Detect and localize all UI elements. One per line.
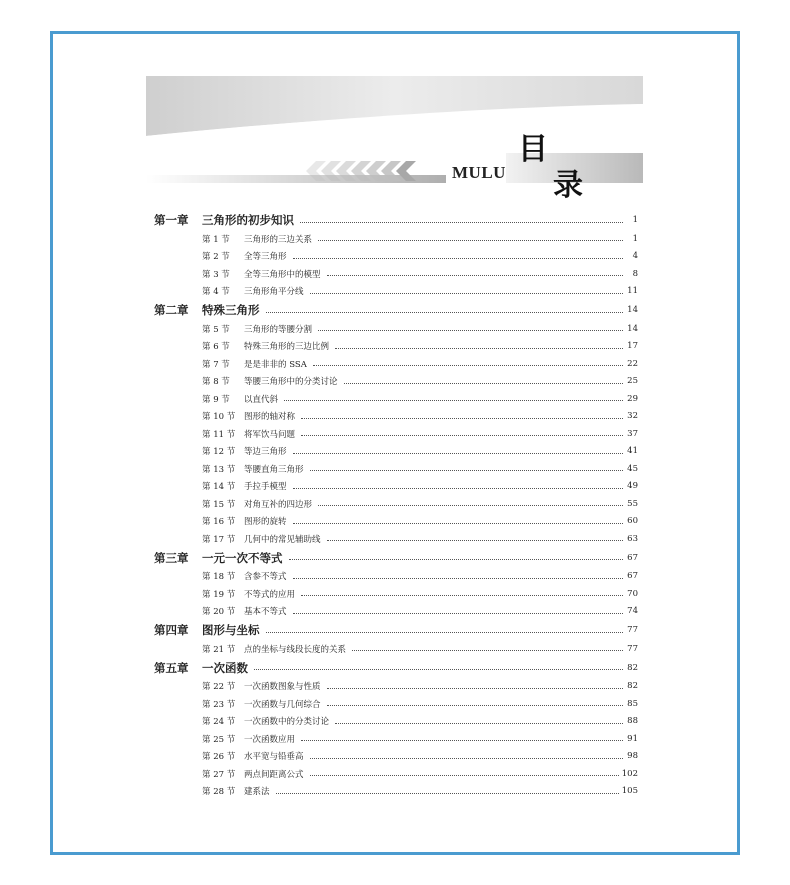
toc-page-number: 74	[627, 606, 638, 617]
toc-page-number: 85	[627, 698, 638, 709]
toc-page-number: 22	[627, 358, 638, 369]
toc-entry-label: 第 20 节	[202, 607, 236, 618]
toc-section-row[interactable]	[154, 713, 638, 731]
toc-entry-label: 第五章	[154, 660, 189, 675]
toc-page-number: 17	[627, 341, 638, 352]
toc-section-row[interactable]	[154, 408, 638, 426]
toc-section-row[interactable]	[154, 765, 638, 783]
toc-entry-title: 三角形的三边关系	[244, 234, 313, 245]
toc-entry-title: 建系法	[244, 787, 270, 798]
toc-leader-dots	[301, 595, 623, 596]
toc-page-number: 82	[627, 681, 638, 692]
toc-entry-title: 手拉手模型	[244, 482, 287, 493]
toc-entry-label: 第 24 节	[202, 717, 236, 728]
toc-leader-dots	[313, 365, 623, 366]
toc-leader-dots	[266, 632, 624, 633]
toc-entry-title: 是是非非的 SSA	[244, 359, 307, 370]
toc-entry-title: 几何中的常见辅助线	[244, 534, 321, 545]
toc-entry-label: 第 10 节	[202, 412, 236, 423]
toc-page-number: 1	[632, 233, 638, 244]
toc-entry-title: 三角形角平分线	[244, 287, 304, 298]
toc-entry-title: 图形的旋转	[244, 517, 287, 528]
page-subtitle: MULU	[452, 163, 506, 182]
toc-entry-label: 第 3 节	[202, 269, 230, 280]
toc-entry-label: 第四章	[154, 623, 189, 637]
toc-leader-dots	[335, 348, 623, 349]
toc-entry-title: 特殊三角形	[202, 303, 260, 317]
toc-section-row[interactable]	[154, 443, 638, 461]
toc-section-row[interactable]	[154, 248, 638, 266]
toc-leader-dots	[293, 258, 623, 259]
toc-entry-label: 第 26 节	[202, 752, 236, 763]
toc-leader-dots	[310, 470, 623, 471]
toc-section-row[interactable]	[154, 320, 638, 338]
toc-entry-label: 第 12 节	[202, 447, 236, 458]
toc-entry-label: 第二章	[154, 303, 189, 317]
toc-page-number: 67	[627, 571, 638, 582]
toc-entry-title: 等腰三角形中的分类讨论	[244, 377, 338, 388]
toc-entry-title: 将军饮马问题	[244, 429, 296, 440]
toc-entry-label: 第 21 节	[202, 644, 236, 655]
toc-leader-dots	[300, 222, 623, 223]
toc-section-row[interactable]	[154, 355, 638, 373]
toc-page-number: 77	[627, 625, 638, 635]
toc-entry-title: 一次函数图象与性质	[244, 682, 321, 693]
toc-section-row[interactable]	[154, 230, 638, 248]
toc-chapter-row[interactable]	[154, 620, 638, 640]
toc-entry-title: 三角形的等腰分割	[244, 324, 313, 335]
toc-section-row[interactable]	[154, 530, 638, 548]
toc-page-number: 67	[627, 552, 638, 563]
toc-chapter-row[interactable]	[154, 658, 638, 678]
toc-entry-label: 第 15 节	[202, 499, 236, 510]
toc-entry-label: 第 5 节	[202, 324, 230, 335]
toc-entry-title: 不等式的应用	[244, 589, 296, 600]
toc-leader-dots	[310, 758, 623, 759]
toc-leader-dots	[310, 775, 619, 776]
toc-entry-label: 第 18 节	[202, 572, 236, 583]
toc-entry-title: 一次函数应用	[244, 734, 296, 745]
toc-section-row[interactable]	[154, 748, 638, 766]
toc-leader-dots	[352, 650, 623, 651]
toc-leader-dots	[301, 740, 623, 741]
toc-entry-label: 第 22 节	[202, 682, 236, 693]
toc-leader-dots	[344, 383, 623, 384]
page-title-char-2: 录	[553, 168, 583, 203]
toc-leader-dots	[327, 688, 623, 689]
toc-leader-dots	[335, 723, 623, 724]
toc-entry-label: 第 27 节	[202, 769, 236, 780]
toc-section-row[interactable]	[154, 695, 638, 713]
toc-page-number: 8	[632, 268, 638, 279]
toc-page-number: 102	[621, 768, 638, 779]
toc-section-row[interactable]	[154, 425, 638, 443]
toc-page-number: 41	[627, 446, 638, 457]
toc-page-number: 63	[627, 533, 638, 544]
toc-page-number: 60	[627, 516, 638, 527]
toc-page-number: 82	[627, 662, 638, 673]
toc-entry-label: 第 9 节	[202, 394, 230, 405]
toc-section-row[interactable]	[154, 338, 638, 356]
toc-entry-title: 含参不等式	[244, 572, 287, 583]
toc-entry-title: 一次函数与几何综合	[244, 699, 321, 710]
toc-entry-label: 第 19 节	[202, 589, 236, 600]
toc-leader-dots	[327, 540, 623, 541]
toc-entry-label: 第 7 节	[202, 359, 230, 370]
toc-page-number: 49	[627, 481, 638, 492]
toc-page-number: 25	[627, 376, 638, 387]
toc-section-row[interactable]	[154, 478, 638, 496]
toc-leader-dots	[293, 523, 623, 524]
toc-section-row[interactable]	[154, 678, 638, 696]
toc-page-number: 70	[627, 588, 638, 599]
toc-section-row[interactable]	[154, 640, 638, 658]
toc-leader-dots	[318, 330, 623, 331]
toc-entry-title: 图形与坐标	[202, 623, 260, 637]
toc-chapter-row[interactable]	[154, 300, 638, 320]
toc-entry-label: 第 4 节	[202, 287, 230, 298]
toc-leader-dots	[293, 488, 623, 489]
toc-section-row[interactable]	[154, 495, 638, 513]
toc-section-row[interactable]	[154, 603, 638, 621]
toc-entry-label: 第 16 节	[202, 517, 236, 528]
toc-entry-label: 第 14 节	[202, 482, 236, 493]
toc-page-number: 98	[627, 751, 638, 762]
toc-entry-label: 第 25 节	[202, 734, 236, 745]
toc-entry-title: 等边三角形	[244, 447, 287, 458]
toc-entry-label: 第 11 节	[202, 429, 236, 440]
toc-entry-title: 基本不等式	[244, 607, 287, 618]
toc-page-number: 29	[627, 393, 638, 404]
toc-section-row[interactable]	[154, 265, 638, 283]
toc-leader-dots	[318, 505, 623, 506]
toc-entry-label: 第三章	[154, 550, 189, 565]
toc-leader-dots	[301, 418, 623, 419]
toc-section-row[interactable]	[154, 730, 638, 748]
toc-leader-dots	[254, 669, 623, 670]
toc-entry-title: 对角互补的四边形	[244, 499, 313, 510]
toc-entry-label: 第 28 节	[202, 787, 236, 798]
toc-chapter-row[interactable]	[154, 548, 638, 568]
toc-entry-title: 等腰直角三角形	[244, 464, 304, 475]
toc-leader-dots	[327, 705, 623, 706]
toc-page-number: 45	[627, 463, 638, 474]
toc-entry-label: 第 8 节	[202, 377, 230, 388]
toc-page-number: 55	[627, 498, 638, 509]
toc-entry-label: 第 17 节	[202, 534, 236, 545]
toc-entry-label: 第 2 节	[202, 252, 230, 263]
toc-page-number: 4	[632, 251, 638, 262]
toc-page-number: 11	[627, 286, 638, 297]
toc-page-number: 14	[627, 305, 638, 315]
toc-leader-dots	[284, 400, 623, 401]
toc-leader-dots	[318, 240, 623, 241]
toc-entry-title: 一次函数中的分类讨论	[244, 717, 330, 728]
toc-leader-dots	[293, 578, 623, 579]
toc-entry-title: 一次函数	[202, 660, 248, 675]
toc-page-number: 1	[632, 215, 638, 225]
toc-entry-title: 以直代斜	[244, 394, 279, 405]
toc-leader-dots	[293, 613, 623, 614]
toc-entry-label: 第一章	[154, 213, 189, 227]
toc-entry-title: 全等三角形	[244, 252, 287, 263]
toc-entry-title: 两点间距离公式	[244, 769, 304, 780]
toc-page-number: 37	[627, 428, 638, 439]
toc-page-number: 88	[627, 716, 638, 727]
toc-section-row[interactable]	[154, 585, 638, 603]
toc-page-number: 77	[627, 643, 638, 654]
toc-page-number: 14	[627, 323, 638, 334]
toc-entry-title: 三角形的初步知识	[202, 213, 294, 227]
toc-entry-title: 特殊三角形的三边比例	[244, 342, 330, 353]
toc-section-row[interactable]	[154, 783, 638, 801]
toc-section-row[interactable]	[154, 283, 638, 301]
toc-section-row[interactable]	[154, 513, 638, 531]
toc-entry-title: 水平宽与铅垂高	[244, 752, 304, 763]
toc-entry-title: 全等三角形中的模型	[244, 269, 321, 280]
toc-entry-title: 点的坐标与线段长度的关系	[244, 644, 347, 655]
toc-entry-label: 第 1 节	[202, 234, 230, 245]
toc-section-row[interactable]	[154, 373, 638, 391]
toc-entry-title: 图形的轴对称	[244, 412, 296, 423]
toc-page-number: 32	[627, 411, 638, 422]
toc-section-row[interactable]	[154, 568, 638, 586]
page-title-char-1: 目	[518, 132, 549, 167]
toc-chapter-row[interactable]	[154, 210, 638, 230]
toc-section-row[interactable]	[154, 390, 638, 408]
toc-leader-dots	[310, 293, 623, 294]
toc-leader-dots	[327, 275, 623, 276]
toc-leader-dots	[293, 453, 623, 454]
toc-entry-label: 第 13 节	[202, 464, 236, 475]
table-of-contents	[154, 210, 638, 800]
toc-page-number: 91	[627, 733, 638, 744]
toc-leader-dots	[301, 435, 623, 436]
toc-leader-dots	[276, 793, 619, 794]
toc-entry-label: 第 23 节	[202, 699, 236, 710]
toc-page-number: 105	[621, 786, 638, 797]
toc-entry-title: 一元一次不等式	[202, 550, 283, 565]
toc-leader-dots	[266, 312, 624, 313]
toc-section-row[interactable]	[154, 460, 638, 478]
toc-leader-dots	[289, 559, 624, 560]
toc-entry-label: 第 6 节	[202, 342, 230, 353]
